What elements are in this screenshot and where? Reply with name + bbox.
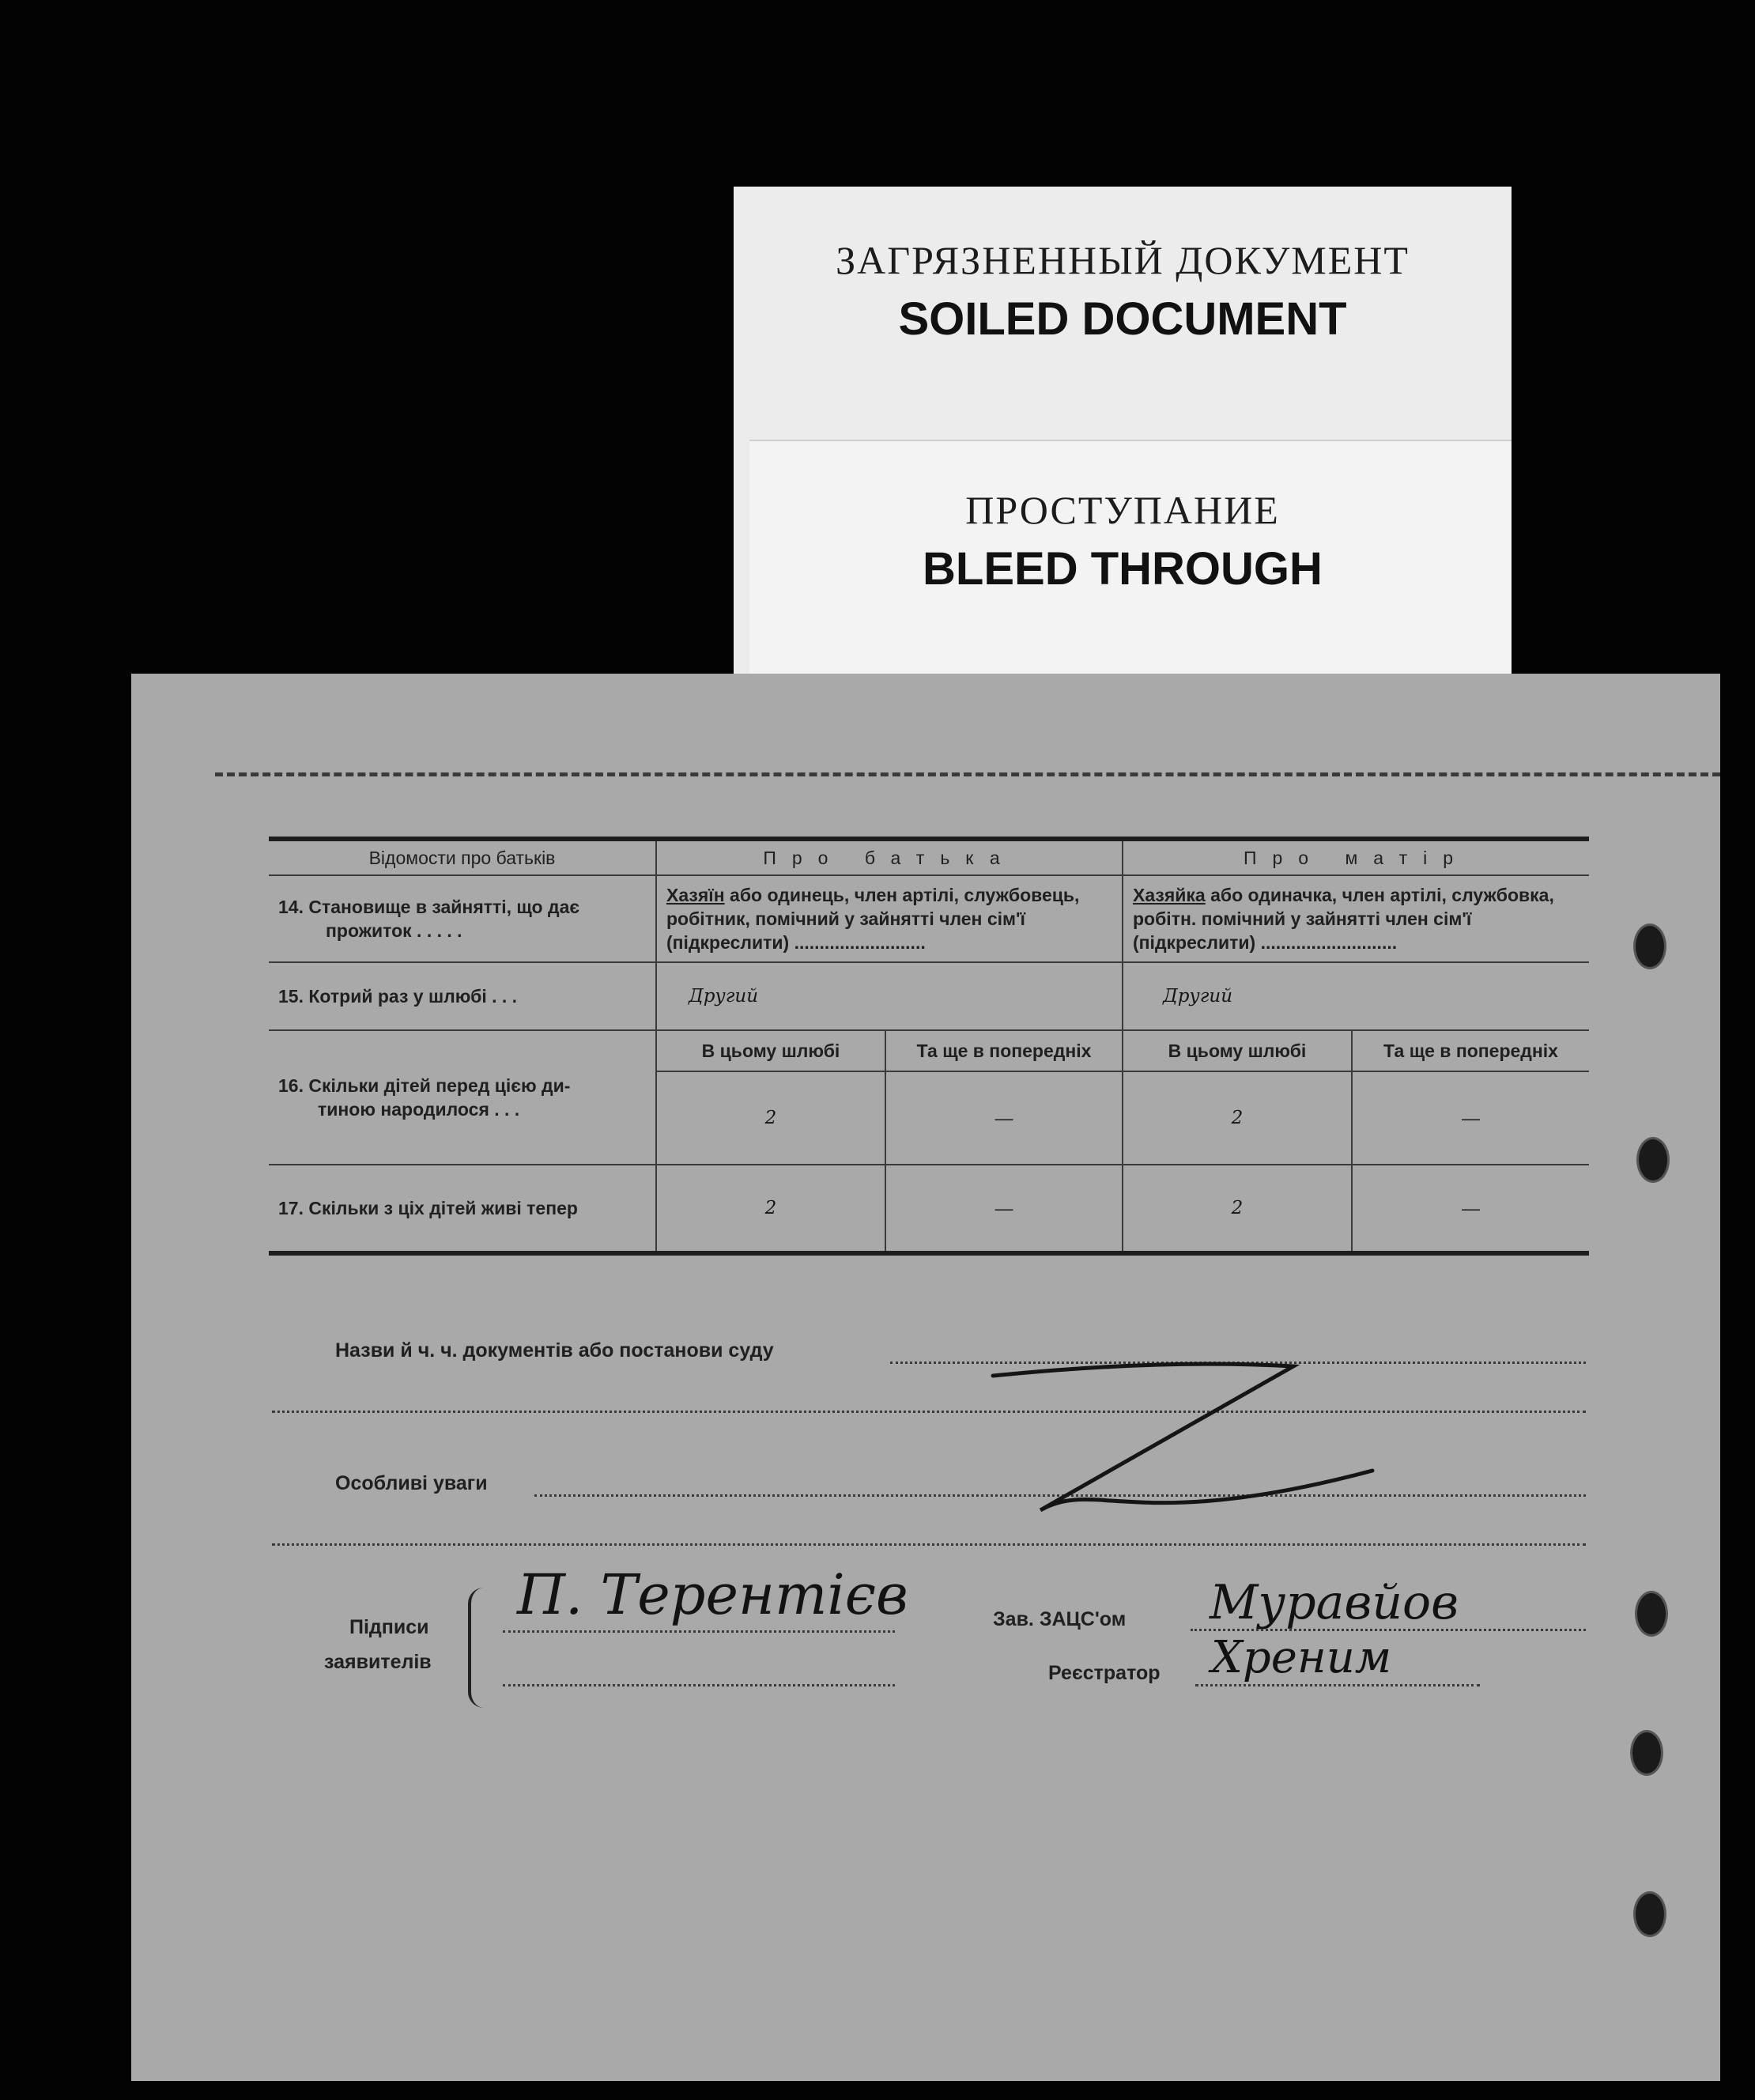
binding-hole xyxy=(1630,1730,1663,1776)
binding-hole xyxy=(1635,1591,1668,1637)
row16-label-line2: тиною народилося . . . xyxy=(318,1099,520,1120)
applicant-signature: П. Терентієв xyxy=(517,1562,908,1627)
signatures-label-2: заявителів xyxy=(324,1651,432,1673)
form-sheet xyxy=(131,674,1720,2081)
row14-label-line1: 14. Становище в зайнятті, що дає xyxy=(278,897,580,917)
binding-hole xyxy=(1636,1137,1670,1183)
notice-soiled-ru: ЗАГРЯЗНЕННЫЙ ДОКУМЕНТ xyxy=(836,238,1410,282)
row14-father-occupation xyxy=(656,875,1123,962)
row16-mother-prev: — xyxy=(1352,1071,1589,1165)
row15-father-value: Другий xyxy=(656,962,1123,1030)
documents-line-2 xyxy=(272,1411,1586,1413)
remarks-label: Особливі уваги xyxy=(335,1472,488,1494)
row14-father-underlined: Хазяїн xyxy=(666,885,725,905)
row15-mother-value: Другий xyxy=(1123,962,1589,1030)
row17-father-this: 2 xyxy=(656,1165,885,1253)
header-mother: Про матір xyxy=(1123,839,1589,875)
row14-father-rest: або одинець, член артілі, службовець, робітник, помічний у зайнятті член сім'ї (підкреслити) .......................... xyxy=(666,885,1080,953)
row17-father-prev: — xyxy=(885,1165,1123,1253)
signatures-brace xyxy=(468,1588,495,1708)
applicant-line-2 xyxy=(503,1684,895,1686)
row14-mother-underlined: Хазяйка xyxy=(1133,885,1206,905)
perforation-line xyxy=(215,772,1720,776)
registrar-line xyxy=(1195,1684,1480,1686)
header-parents-info: Відомости про батьків xyxy=(269,839,656,875)
table-subheader-row xyxy=(269,1030,1589,1071)
parents-info-table xyxy=(269,837,1589,1256)
subheader-father-this: В цьому шлюбі xyxy=(656,1030,885,1071)
notice-bleed-en: BLEED THROUGH xyxy=(923,543,1323,595)
table-row-14 xyxy=(269,875,1589,962)
documents-label: Назви й ч. ч. документів або постанови суду xyxy=(335,1339,774,1362)
archival-notice-card xyxy=(734,187,1512,674)
signatures-label-1: Підписи xyxy=(349,1616,429,1638)
row14-label-line2: прожиток . . . . . xyxy=(326,920,462,941)
row16-mother-this: 2 xyxy=(1123,1071,1352,1165)
table-row-15 xyxy=(269,962,1589,1030)
row17-mother-prev: — xyxy=(1352,1165,1589,1253)
subheader-mother-previous: Та ще в попередніх xyxy=(1352,1030,1589,1071)
table-row-17 xyxy=(269,1165,1589,1253)
header-father: Про батька xyxy=(656,839,1123,875)
subheader-mother-this: В цьому шлюбі xyxy=(1123,1030,1352,1071)
row16-label-line1: 16. Скільки дітей перед цією ди- xyxy=(278,1075,571,1096)
notice-soiled-en: SOILED DOCUMENT xyxy=(898,293,1347,345)
row16-label xyxy=(269,1030,656,1165)
row17-mother-this: 2 xyxy=(1123,1165,1352,1253)
applicant-line-1 xyxy=(503,1630,895,1633)
row17-label: 17. Скільки з ціх дітей живі тепер xyxy=(269,1165,656,1253)
row16-father-this: 2 xyxy=(656,1071,885,1165)
binding-hole xyxy=(1633,1891,1666,1937)
binding-hole xyxy=(1633,923,1666,969)
notice-bleed-ru: ПРОСТУПАНИЕ xyxy=(965,488,1280,532)
remarks-line-2 xyxy=(272,1543,1586,1546)
row14-mother-rest: або одиначка, член артілі, службовка, робітн. помічний у зайнятті член сім'ї (підкреслити) ........................... xyxy=(1133,885,1554,953)
head-line xyxy=(1191,1629,1586,1631)
registrar-signature: Хреним xyxy=(1211,1632,1392,1683)
cancellation-z-stroke xyxy=(977,1352,1388,1534)
row14-mother-occupation xyxy=(1123,875,1589,962)
row14-label xyxy=(269,875,656,962)
row15-label: 15. Котрий раз у шлюбі . . . xyxy=(269,962,656,1030)
registrar-label: Реєстратор xyxy=(1048,1662,1161,1684)
head-label: Зав. ЗАЦС'ом xyxy=(993,1608,1127,1630)
subheader-father-previous: Та ще в попередніх xyxy=(885,1030,1123,1071)
table-header-row xyxy=(269,839,1589,875)
head-signature: Муравйов xyxy=(1210,1575,1459,1630)
row16-father-prev: — xyxy=(885,1071,1123,1165)
